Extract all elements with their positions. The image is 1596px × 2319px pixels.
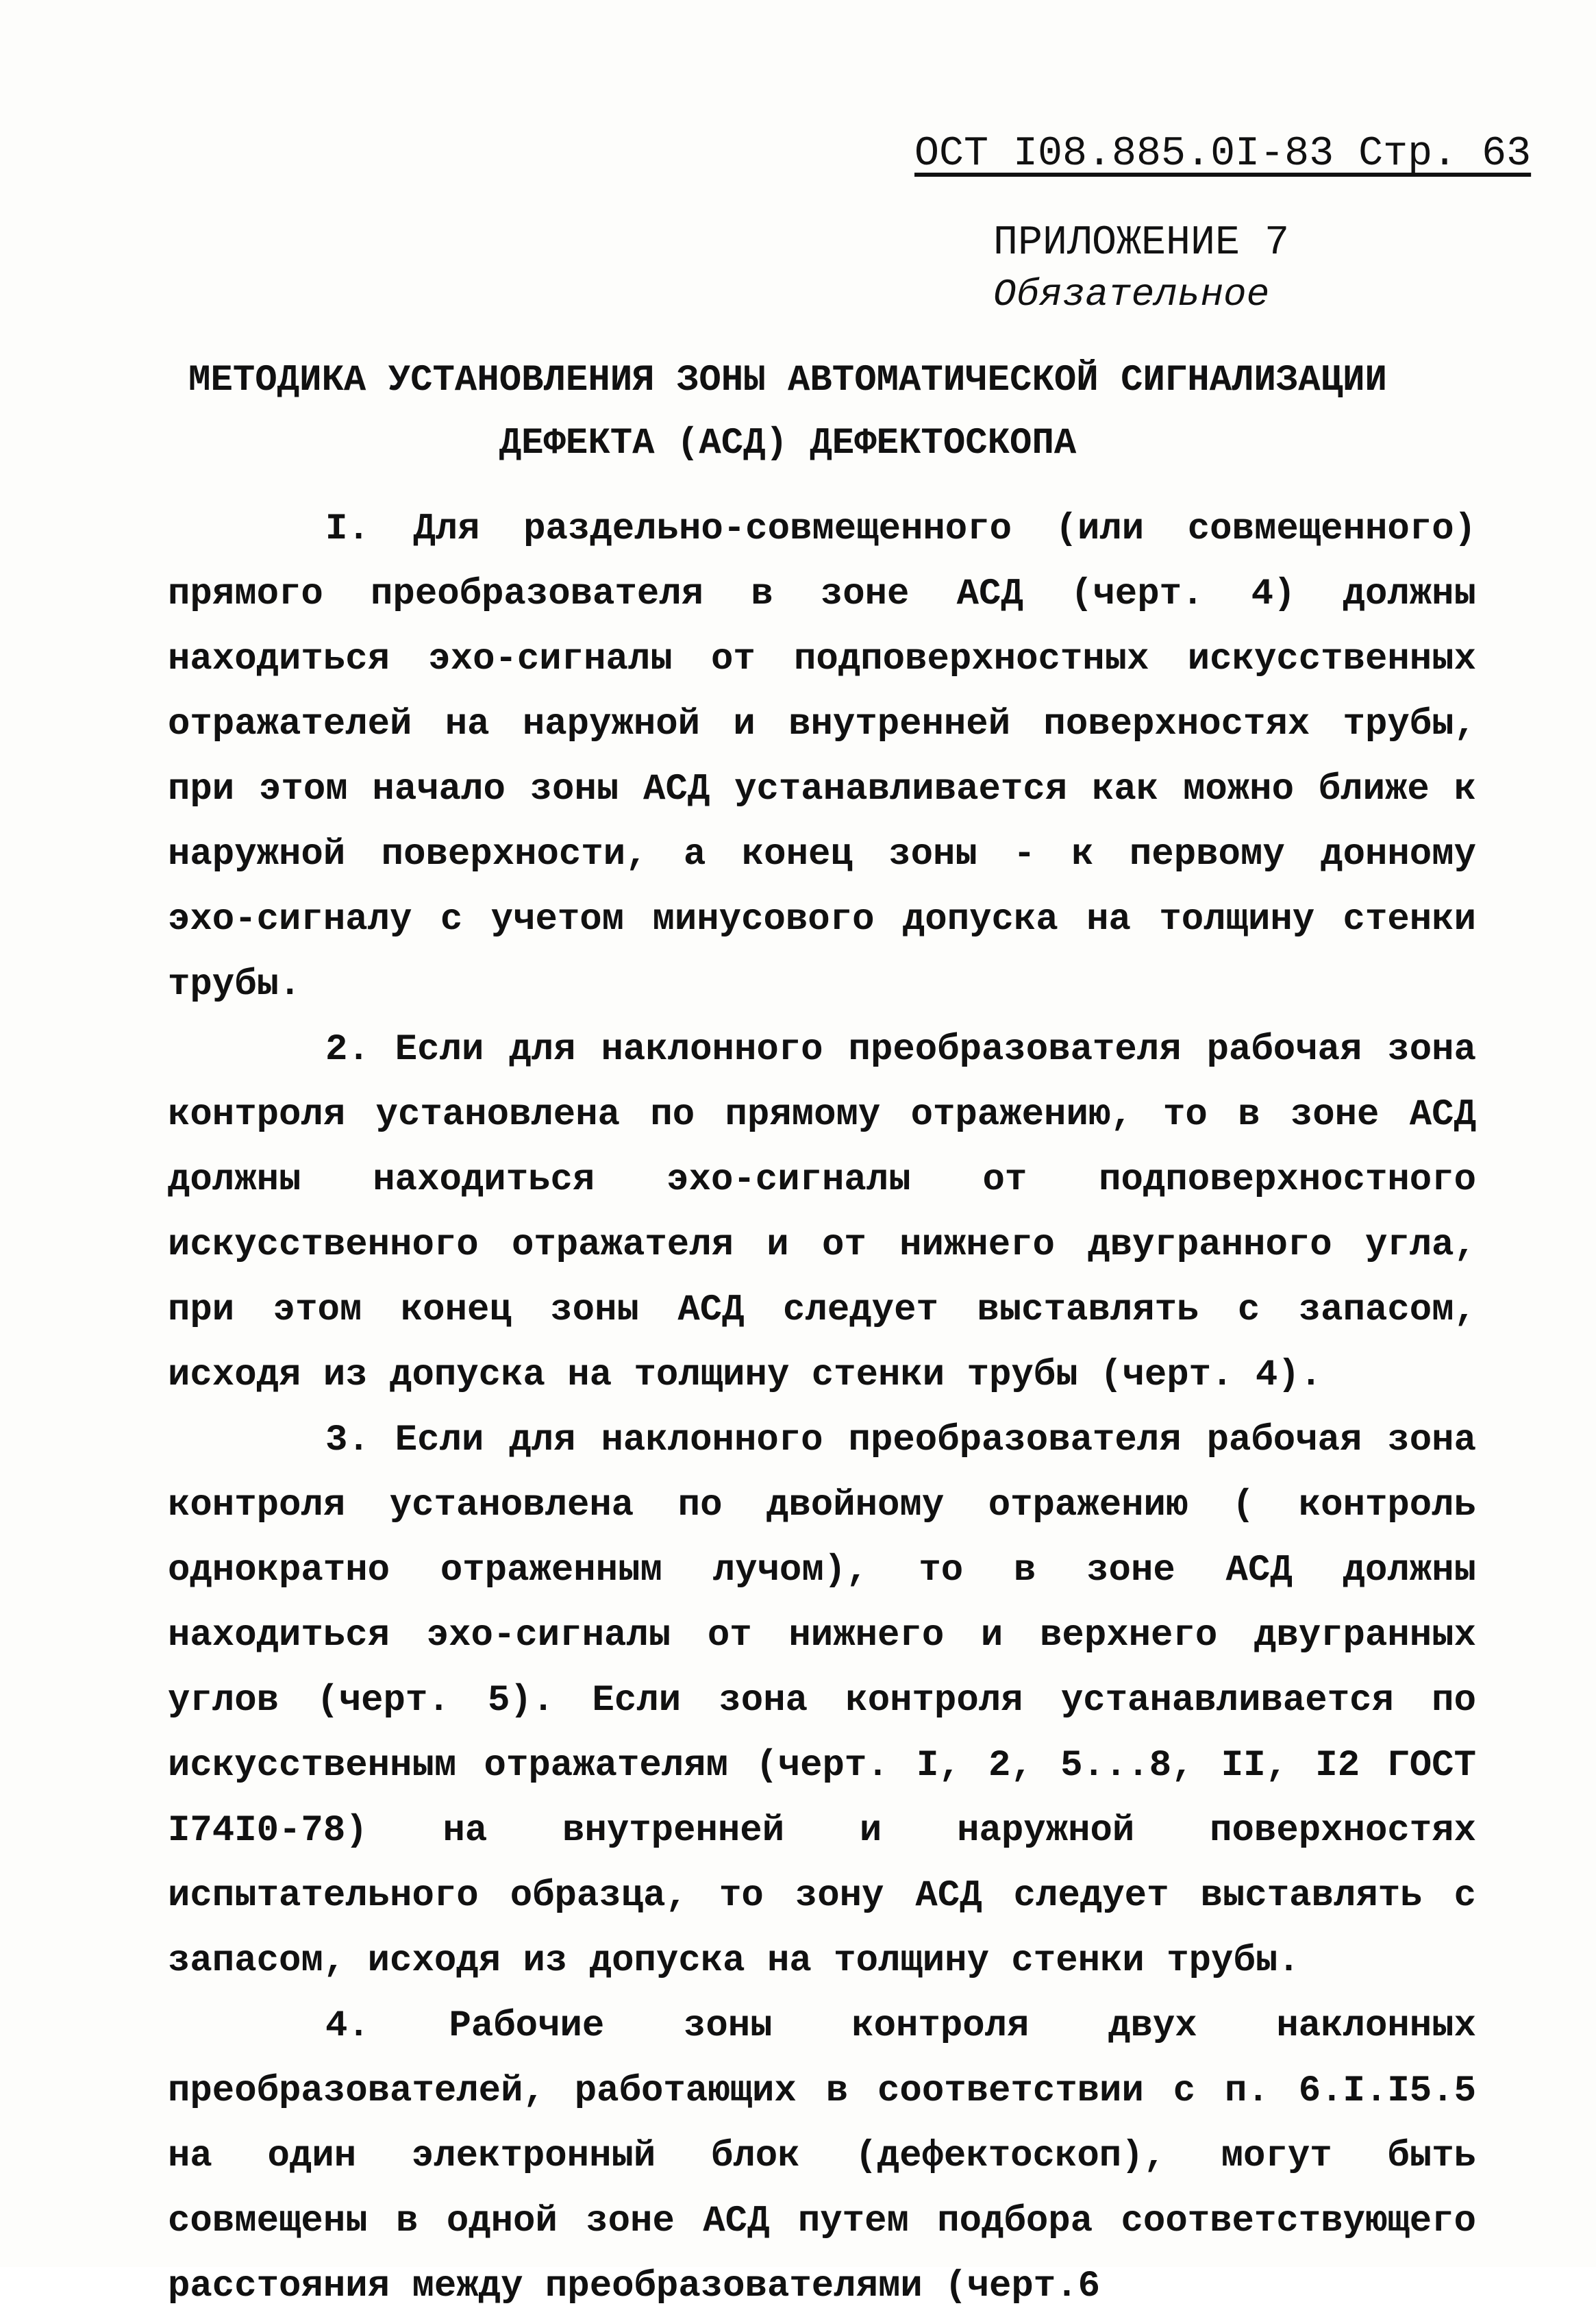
paragraph-1: I. Для раздельно-совмещенного (или совмещенного) прямого преобразователя в зоне АСД (черт. 4) должны находиться эхо-сигналы от подповерхностных искусственных отражателей на наружной и внутренней поверхностях трубы, при этом начало зоны АСД устанавливается как можно ближе к наружной поверхности, а конец зоны - к первому донному эхо-сигналу с учетом минусового допуска на толщину стенки трубы.	[168, 508, 1476, 1006]
paragraph-3: 3. Если для наклонного преобразователя рабочая зона контроля установлена по двойному отражению ( контроль однократно отраженным лучом), то в зоне АСД должны находиться эхо-сигналы от нижнего и верхнего двугранных углов (черт. 5). Если зона контроля устанавливается по искусственным отражателям (черт. I, 2, 5...8, II, I2 ГОСТ I74I0-78) на внутренней и наружной поверхностях испытательного образца, то зону АСД следует выставлять с запасом, исходя из допуска на толщину стенки трубы.	[168, 1419, 1476, 1982]
appendix-label: ПРИЛОЖЕНИЕ 7	[993, 220, 1290, 266]
section-title: МЕТОДИКА УСТАНОВЛЕНИЯ ЗОНЫ АВТОМАТИЧЕСКОЙ СИГНАЛИЗАЦИИ ДЕФЕКТА (АСД) ДЕФЕКТОСКОПА	[188, 360, 1387, 464]
paragraph-2: 2. Если для наклонного преобразователя рабочая зона контроля установлена по прямому отражению, то в зоне АСД должны находиться эхо-сигналы от подповерхностного искусственного отражателя и от нижнего двугранного угла, при этом конец зоны АСД следует выставлять с запасом, исходя из допуска на толщину стенки трубы (черт. 4).	[168, 1029, 1476, 1396]
appendix-status: Обязательное	[993, 273, 1270, 317]
paragraph-4: 4. Рабочие зоны контроля двух наклонных преобразователей, работающих в соответствии с п. 6.I.I5.5 на один электронный блок (дефектоскоп), могут быть совмещены в одной зоне АСД путем подбора соответствующего расстояния между преобразователями (черт.6	[168, 2005, 1476, 2307]
document-reference-header: ОСТ I08.885.0I-83 Стр. 63	[914, 131, 1532, 177]
body-text	[168, 497, 1476, 2319]
